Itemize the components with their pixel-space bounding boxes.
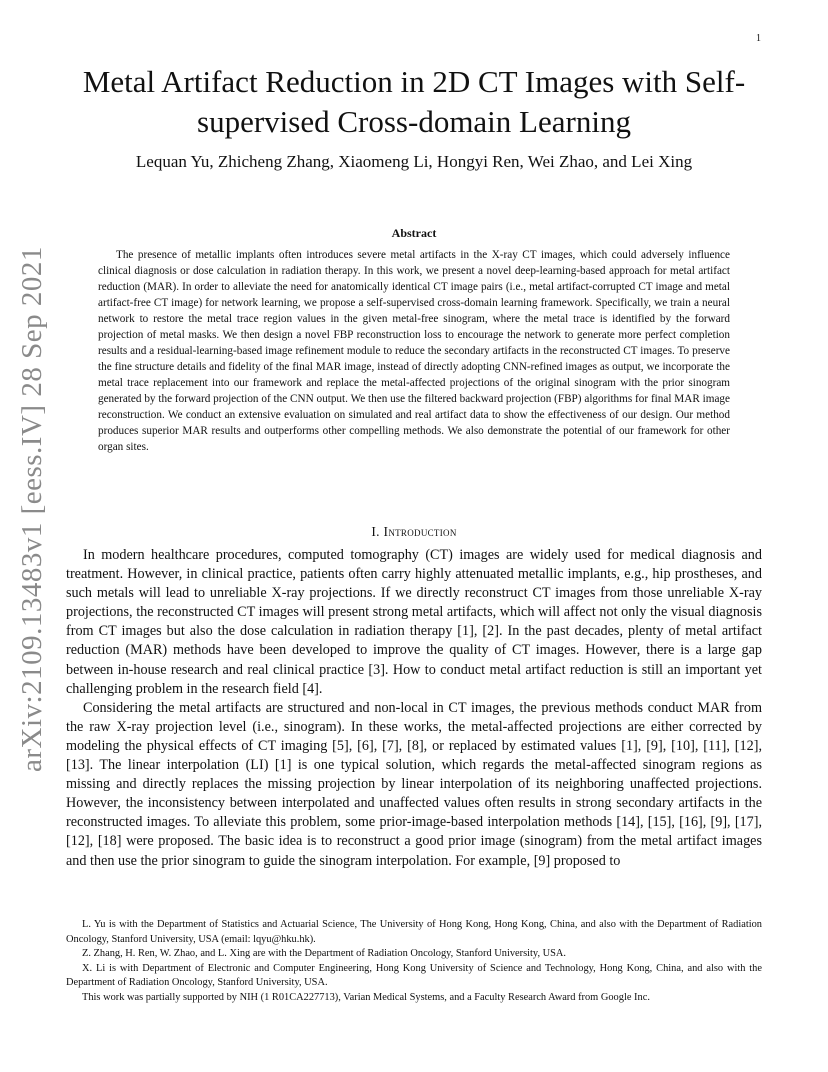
section-numeral: I. — [371, 524, 380, 539]
paragraph: In modern healthcare procedures, computed tomography (CT) images are widely used for medical diagnosis and treatment. However, in clinical practice, patients often carry highly attenuated metallic implants, e.g., hip prostheses, and such metals will lead to unreliable X-ray projections. If we directly reconstruct CT images from those unreliable X-ray projections, the reconstructed CT images will present strong metal artifacts, which will affect not only the visual diagnosis from CT images but also the dose calculation in radiation therapy [1], [2]. In the past decades, plenty of metal artifact reduction (MAR) methods have been developed to improve the quality of CT images. However, there is a large gap between in-house research and real clinical practice [3]. How to conduct metal artifact reduction is still an important yet challenging problem in the research field [4]. — [66, 547, 762, 697]
paragraph: Considering the metal artifacts are structured and non-local in CT images, the previous methods conduct MAR from the raw X-ray projection level (i.e., sinogram). In these works, the metal-affected projections are either corrected by modeling the physical effects of CT imaging [5], [6], [7], [8], or replaced by estimated values [1], [9], [10], [11], [12], [13]. The linear interpolation (LI) [1] is one typical solution, which regards the metal-affected sinogram regions as missing and directly replaces the missing projection by linear interpolation of its neighboring unaffected projections. However, the inconsistency between interpolated and unaffected values often results in strong secondary artifacts in the reconstructed images. To alleviate this problem, some prior-image-based interpolation methods [14], [15], [16], [9], [17], [12], [18] were proposed. The basic idea is to reconstruct a good prior image (sinogram) from the metal artifact images and then use the prior sinogram to guide the sinogram interpolation. For example, [9] proposed to — [66, 699, 762, 869]
introduction-body — [66, 546, 762, 871]
section-title: Introduction — [383, 524, 457, 539]
author-list: Lequan Yu, Zhicheng Zhang, Xiaomeng Li, Hongyi Ren, Wei Zhao, and Lei Xing — [135, 152, 693, 171]
footnote: X. Li is with Department of Electronic and Computer Engineering, Hong Kong University of Science and Technology, Hong Kong, China, and also with the Department of Radiation Oncology, Stanford University, USA. — [66, 962, 762, 988]
footnote: Z. Zhang, H. Ren, W. Zhao, and L. Xing are with the Department of Radiation Oncology, Stanford University, USA. — [82, 948, 567, 959]
footnotes — [66, 918, 762, 1005]
page-number: 1 — [756, 33, 761, 44]
abstract-text: The presence of metallic implants often introduces severe metal artifacts in the X-ray CT images, which could adversely influence clinical diagnosis or dose calculation in radiation therapy. In this work, we present a novel deep-learning-based approach for metal artifact reduction (MAR). In order to alleviate the need for anatomically identical CT image pairs (i.e., metal artifact-corrupted CT image and metal artifact-free CT image) for network learning, we propose a self-supervised cross-domain learning framework. Specifically, we train a neural network to restore the metal trace region values in the given metal-free sinogram, where the metal trace is identified by the forward projection of metal masks. We then design a novel FBP reconstruction loss to encourage the network to generate more perfect completion results and a residual-learning-based image refinement module to reduce the secondary artifacts in the reconstructed CT images. To preserve the fine structure details and fidelity of the final MAR image, instead of directly adopting CNN-refined images as output, we incorporate the metal trace replacement into our framework and replace the metal-affected projections of the original sinogram with the prior sinogram generated by the forward projection of the CNN output. We then use the filtered backward projection (FBP) algorithms for final MAR image reconstruction. We conduct an extensive evaluation on simulated and real artifact data to show the effectiveness of our design. Our method produces superior MAR results and outperforms other compelling methods. We also demonstrate the potential of our framework for other organ sites. — [98, 249, 730, 453]
paper-title: Metal Artifact Reduction in 2D CT Images with Self-supervised Cross-domain Learning — [82, 64, 746, 139]
footnote: This work was partially supported by NIH (1 R01CA227713), Varian Medical Systems, and a Faculty Research Award from Google Inc. — [82, 991, 650, 1003]
arxiv-stamp-text[interactable]: arXiv:2109.13483v1 [eess.IV] 28 Sep 2021 — [16, 246, 48, 772]
abstract-heading: Abstract — [391, 226, 437, 240]
footnote: L. Yu is with the Department of Statistics and Actuarial Science, The University of Hong Kong, Hong Kong, China, and also with the Department of Radiation Oncology, Stanford University, USA (email: lqyu@hku.hk). — [66, 919, 762, 945]
section-heading — [60, 524, 768, 540]
